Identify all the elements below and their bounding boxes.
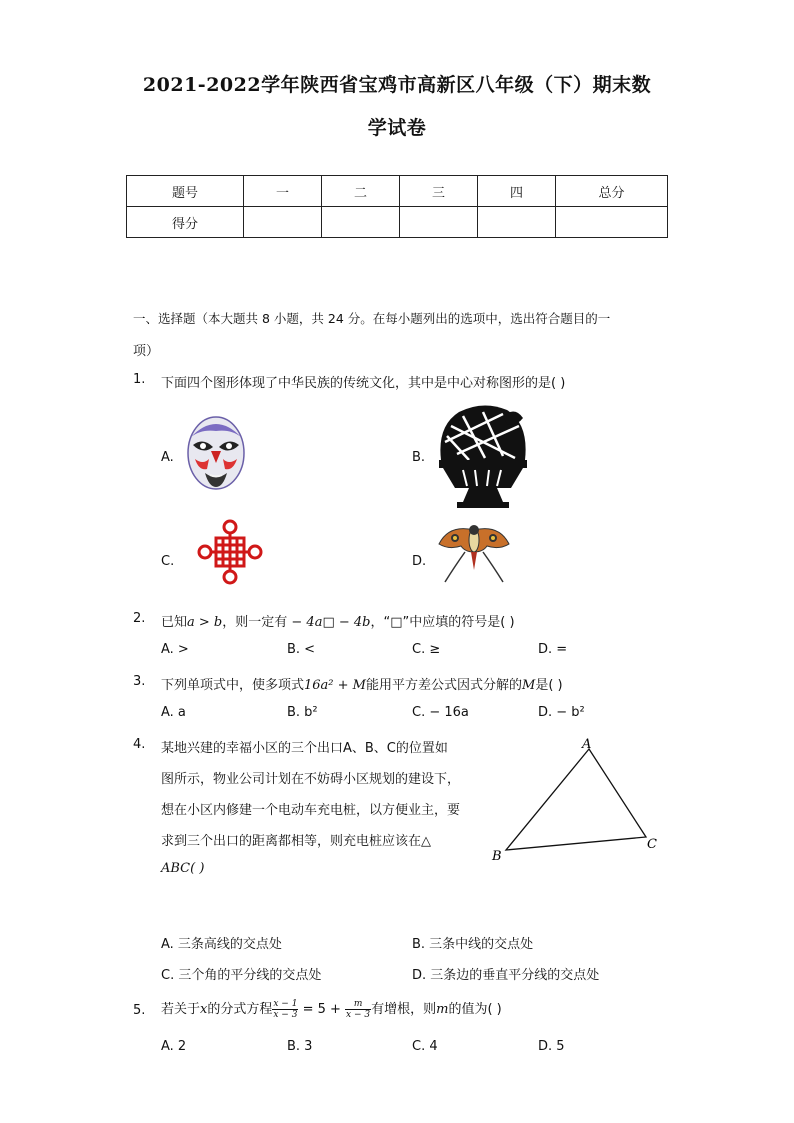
fraction: $\frac{m}{x - 3}$ bbox=[346, 999, 371, 1020]
triangle-shape bbox=[506, 749, 646, 850]
question-text-line: 某地兴建的幸福小区的三个出口A、B、C的位置如 bbox=[161, 741, 448, 756]
question-text-line: 想在小区内修建一个电动车充电桩，以方便业主，要 bbox=[161, 803, 461, 818]
question-text: 下列单项式中，使多项式16a² + M能用平方差公式因式分解的M是( ) bbox=[161, 678, 563, 693]
option-a[interactable]: A. 2 bbox=[161, 1039, 187, 1054]
question-number: 2. bbox=[133, 611, 146, 626]
option-b[interactable]: B. 三条中线的交点处 bbox=[412, 937, 534, 952]
opera-mask-image bbox=[183, 415, 249, 495]
section-heading: 一、选择题（本大题共 8 小题，共 24 分。在每小题列出的选项中，选出符合题目的一 bbox=[133, 311, 611, 326]
option-c[interactable]: C. 三个角的平分线的交点处 bbox=[161, 968, 322, 983]
fraction: $\frac{x - 1}{x - 3}$ bbox=[273, 999, 298, 1020]
question-text-line: 图所示，物业公司计划在不妨碍小区规划的建设下， bbox=[161, 772, 461, 787]
option-d[interactable]: D. − b² bbox=[538, 705, 585, 720]
vertex-label-a: A bbox=[582, 737, 592, 752]
score-cell: 得分 bbox=[127, 207, 244, 238]
question-text-line: ABC( ) bbox=[161, 861, 205, 876]
question-number: 1. bbox=[133, 372, 146, 387]
papercut-basket-image bbox=[433, 402, 533, 510]
option-a[interactable]: A. > bbox=[161, 642, 189, 657]
option-label-a[interactable]: A. bbox=[161, 450, 174, 465]
score-input-cell[interactable] bbox=[322, 207, 400, 238]
question-number: 4. bbox=[133, 737, 146, 752]
kite-image bbox=[435, 522, 513, 584]
section-heading-cont: 项） bbox=[133, 344, 160, 359]
vertex-label-b: B bbox=[492, 849, 502, 864]
option-b[interactable]: B. b² bbox=[287, 705, 318, 720]
score-input-cell[interactable] bbox=[244, 207, 322, 238]
score-cell: 三 bbox=[400, 176, 478, 207]
score-table-header-row bbox=[127, 176, 668, 207]
score-table bbox=[126, 175, 668, 238]
option-d[interactable]: D. 三条边的垂直平分线的交点处 bbox=[412, 968, 600, 983]
score-table-score-row bbox=[127, 207, 668, 238]
option-label-b[interactable]: B. bbox=[412, 450, 426, 465]
question-number: 5. bbox=[133, 1003, 146, 1018]
option-b[interactable]: B. < bbox=[287, 642, 316, 657]
score-input-cell[interactable] bbox=[556, 207, 668, 238]
question-text: 下面四个图形体现了中华民族的传统文化，其中是中心对称图形的是( ) bbox=[161, 376, 566, 391]
option-c[interactable]: C. 4 bbox=[412, 1039, 438, 1054]
option-b[interactable]: B. 3 bbox=[287, 1039, 313, 1054]
vertex-label-c: C bbox=[647, 837, 657, 852]
option-c[interactable]: C. ≥ bbox=[412, 642, 441, 657]
exam-title-line1: 2021-2022学年陕西省宝鸡市高新区八年级（下）期末数 bbox=[142, 74, 652, 96]
score-cell: 二 bbox=[322, 176, 400, 207]
score-cell: 题号 bbox=[127, 176, 244, 207]
question-text: 已知a > b，则一定有 − 4a□ − 4b，“□”中应填的符号是( ) bbox=[161, 615, 515, 630]
question-text-line: 求到三个出口的距离都相等，则充电桩应该在△ bbox=[161, 834, 431, 849]
option-label-d[interactable]: D. bbox=[412, 554, 427, 569]
question-text: 若关于x的分式方程 $\frac{x - 1}{x - 3}$ = 5 + $\frac{m}{x - 3}$ 有增根，则m的值为( ) bbox=[161, 999, 502, 1020]
score-cell: 一 bbox=[244, 176, 322, 207]
score-cell: 四 bbox=[478, 176, 556, 207]
exam-title-line2: 学试卷 bbox=[367, 117, 427, 139]
question-number: 3. bbox=[133, 674, 146, 689]
option-c[interactable]: C. − 16a bbox=[412, 705, 469, 720]
chinese-knot-image bbox=[197, 519, 263, 585]
option-a[interactable]: A. 三条高线的交点处 bbox=[161, 937, 282, 952]
triangle-abc-diagram bbox=[486, 736, 662, 864]
option-label-c[interactable]: C. bbox=[161, 554, 175, 569]
option-d[interactable]: D. 5 bbox=[538, 1039, 565, 1054]
option-d[interactable]: D. = bbox=[538, 642, 568, 657]
score-input-cell[interactable] bbox=[478, 207, 556, 238]
option-a[interactable]: A. a bbox=[161, 705, 186, 720]
score-input-cell[interactable] bbox=[400, 207, 478, 238]
score-cell: 总分 bbox=[556, 176, 668, 207]
